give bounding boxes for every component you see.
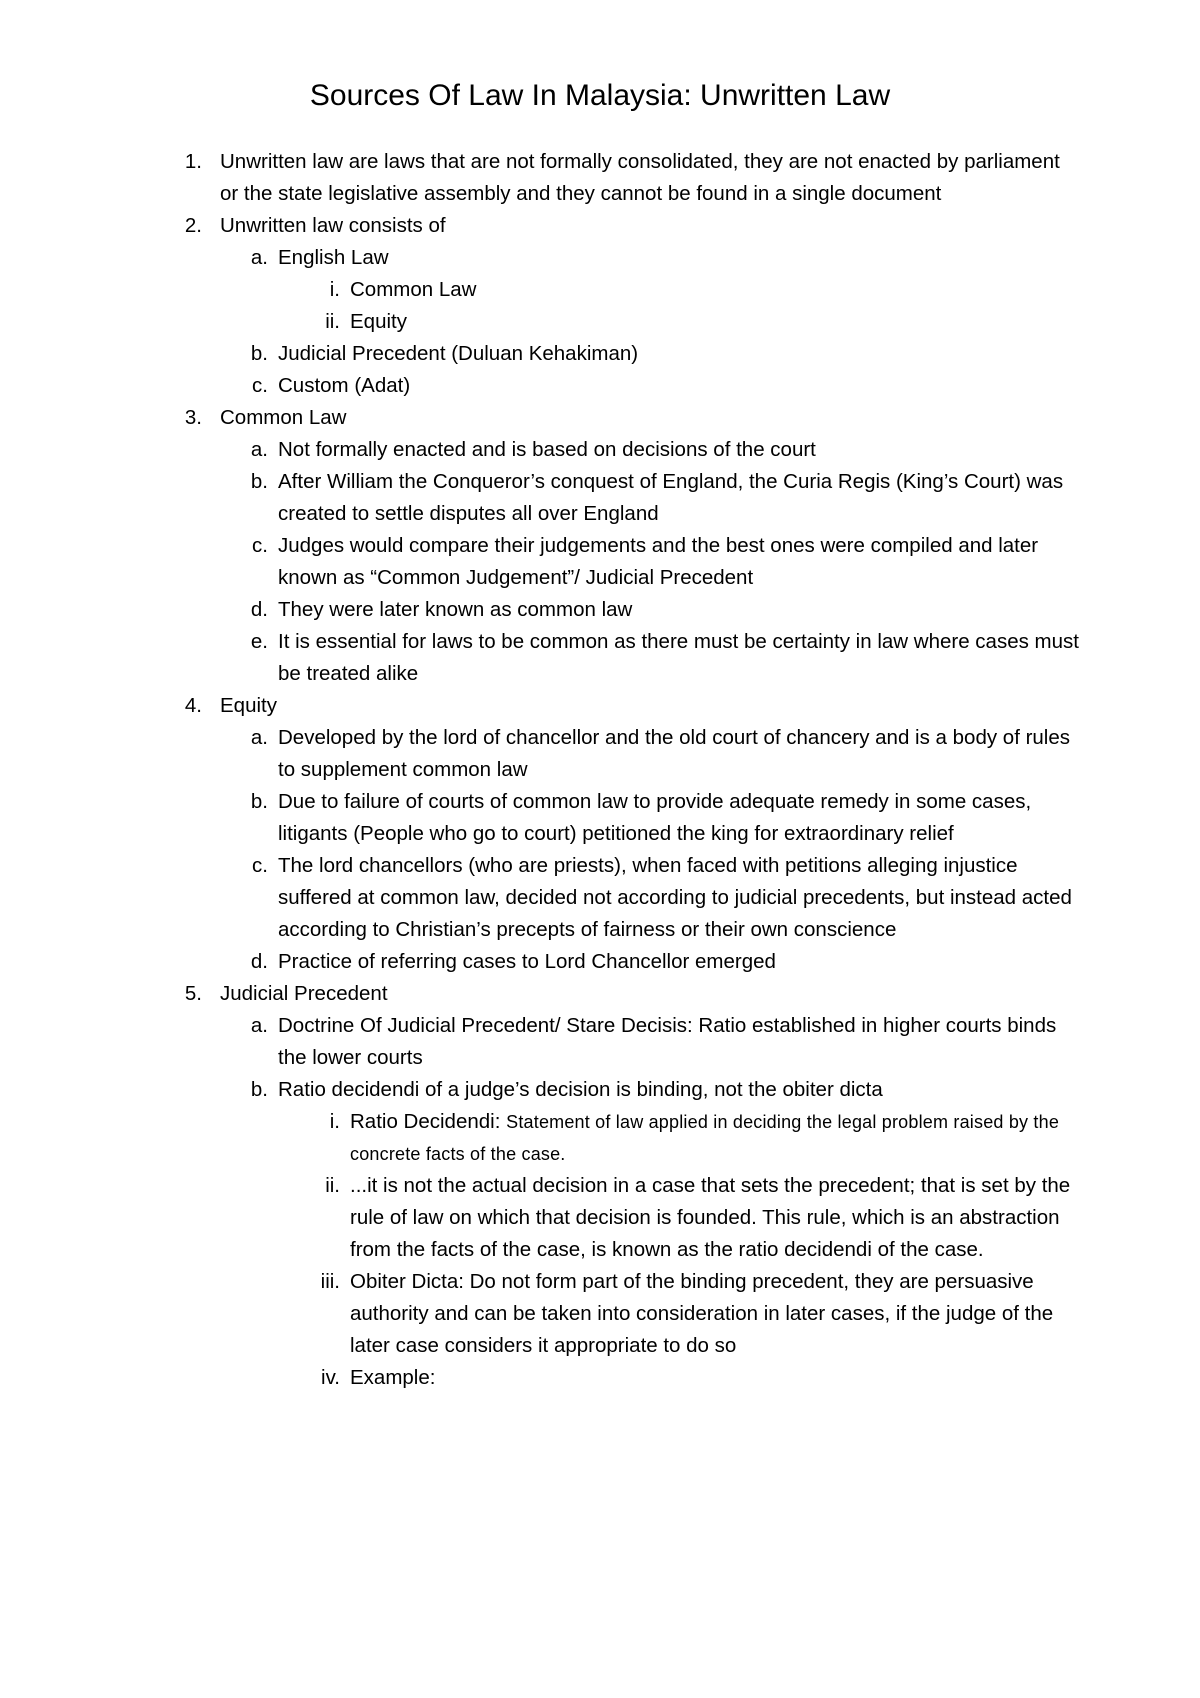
section-item [176, 402, 1080, 690]
sub-item-text: Practice of referring cases to Lord Chancellor emerged [278, 950, 776, 973]
sub-item-letter: b. [250, 342, 268, 365]
section-item [176, 690, 1080, 978]
section-text: Equity [220, 694, 277, 717]
sub-item-text: They were later known as common law [278, 598, 633, 621]
sub-item-text: It is essential for laws to be common as there must be certainty in law where cases must be treated alike [278, 630, 1079, 685]
sub-item [248, 594, 1080, 626]
sub-item-letter: c. [252, 374, 268, 397]
sub-item [248, 1074, 1080, 1394]
sub-item-letter: b. [250, 470, 268, 493]
sub-item-text: After William the Conqueror’s conquest of England, the Curia Regis (King’s Court) was created to settle disputes all over England [278, 470, 1064, 525]
sub-sub-item [306, 1170, 1080, 1266]
sub-sub-item [306, 306, 1080, 338]
sub-item [248, 786, 1080, 850]
sub-list [248, 1010, 1080, 1394]
sub-list [248, 722, 1080, 978]
sub-list [248, 242, 1080, 402]
sub-item-text: Due to failure of courts of common law to provide adequate remedy in some cases, litigants (People who go to court) petitioned the king for extraordinary relief [278, 790, 1032, 845]
sub-sub-item-text: Common Law [350, 278, 477, 301]
section-text: Judicial Precedent [220, 982, 388, 1005]
section-item [176, 978, 1080, 1394]
sub-sub-item-numeral: i. [329, 278, 340, 301]
sub-sub-item-numeral: ii. [325, 310, 340, 333]
sub-item [248, 242, 1080, 338]
sub-item-letter: a. [250, 1014, 268, 1037]
sub-item [248, 626, 1080, 690]
sub-item [248, 370, 1080, 402]
page-title: Sources Of Law In Malaysia: Unwritten Law [309, 79, 891, 112]
sub-sub-item-numeral: iv. [321, 1366, 340, 1389]
section-number: 4. [184, 694, 202, 717]
sub-item [248, 530, 1080, 594]
outline-list [176, 146, 1080, 1394]
sub-item-text: Judicial Precedent (Duluan Kehakiman) [278, 342, 639, 365]
sub-item [248, 850, 1080, 946]
section-number: 5. [184, 982, 202, 1005]
sub-sub-item-numeral: iii. [320, 1270, 340, 1293]
sub-item [248, 466, 1080, 530]
sub-item-text: Doctrine Of Judicial Precedent/ Stare Decisis: Ratio established in higher courts binds the lower courts [278, 1014, 1057, 1069]
sub-sub-item [306, 1266, 1080, 1362]
section-text: Unwritten law are laws that are not formally consolidated, they are not enacted by parliament or the state legislative assembly and they cannot be found in a single document [220, 150, 1060, 205]
sub-item-letter: e. [250, 630, 268, 653]
section-text: Common Law [220, 406, 347, 429]
section-number: 2. [184, 214, 202, 237]
section-number: 1. [184, 150, 202, 173]
sub-sub-item [306, 1362, 1080, 1394]
sub-sub-item-numeral: ii. [325, 1174, 340, 1197]
sub-sub-item-text: Obiter Dicta: Do not form part of the binding precedent, they are persuasive authority and can be taken into consideration in later cases, if the judge of the later case considers it appropriate to do so [350, 1270, 1054, 1357]
sub-item-letter: a. [250, 726, 268, 749]
sub-item-text: Not formally enacted and is based on decisions of the court [278, 438, 816, 461]
sub-item-letter: d. [250, 598, 268, 621]
sub-sub-item-definition: Statement of law applied in deciding the legal problem raised by the concrete facts of the case. [350, 1112, 1060, 1164]
sub-sub-item [306, 274, 1080, 306]
sub-item-letter: d. [250, 950, 268, 973]
sub-sub-item [306, 1106, 1080, 1170]
sub-sub-item-numeral: i. [329, 1110, 340, 1133]
section-item [176, 210, 1080, 402]
sub-item-text: The lord chancellors (who are priests), when faced with petitions alleging injustice suffered at common law, decided not according to judicial precedents, but instead acted according to Christian’s precepts of fairness or their own conscience [278, 854, 1072, 941]
sub-list [248, 434, 1080, 690]
section-number: 3. [184, 406, 202, 429]
sub-item-letter: b. [250, 1078, 268, 1101]
sub-sub-item-text: Equity [350, 310, 407, 333]
section-item [176, 146, 1080, 210]
sub-item-text: Judges would compare their judgements and the best ones were compiled and later known as “Common Judgement”/ Judicial Precedent [278, 534, 1039, 589]
sub-item [248, 434, 1080, 466]
sub-item-letter: a. [250, 438, 268, 461]
sub-item-letter: b. [250, 790, 268, 813]
sub-item [248, 722, 1080, 786]
sub-item-text: Ratio decidendi of a judge’s decision is binding, not the obiter dicta [278, 1078, 883, 1101]
sub-item [248, 338, 1080, 370]
sub-sub-item-text: Ratio Decidendi: [350, 1110, 501, 1133]
sub-item [248, 1010, 1080, 1074]
section-text: Unwritten law consists of [220, 214, 446, 237]
sub-sub-item-text: Example: [350, 1366, 436, 1389]
sub-item-letter: c. [252, 854, 268, 877]
sub-item-text: English Law [278, 246, 389, 269]
sub-item-text: Custom (Adat) [278, 374, 411, 397]
sub-item-letter: a. [250, 246, 268, 269]
sub-sub-list [306, 1106, 1080, 1394]
sub-sub-item-text: ...it is not the actual decision in a case that sets the precedent; that is set by the rule of law on which that decision is founded. This rule, which is an abstraction from the facts of the case, is known as the ratio decidendi of the case. [350, 1174, 1071, 1261]
sub-item [248, 946, 1080, 978]
sub-sub-list [306, 274, 1080, 338]
sub-item-text: Developed by the lord of chancellor and the old court of chancery and is a body of rules to supplement common law [278, 726, 1071, 781]
sub-item-letter: c. [252, 534, 268, 557]
